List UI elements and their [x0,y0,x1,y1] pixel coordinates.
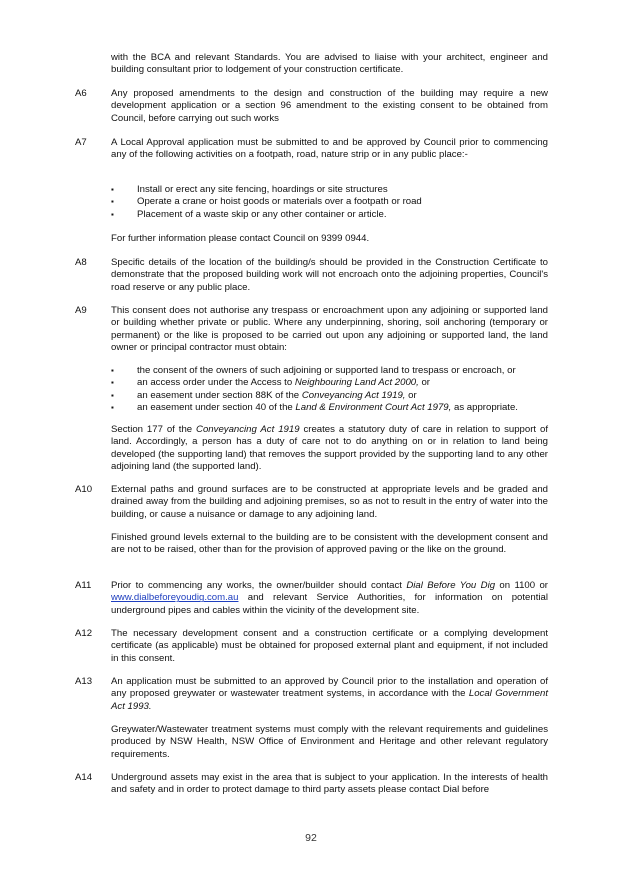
condition-a13-text: An application must be submitted to an approved by Council prior to the installation and operation of any proposed greywater or wastewater treatment systems, in accordance with the Local Government Act 1993. [111,676,548,712]
list-item: ▪ Install or erect any site fencing, hoardings or site structures [111,184,548,196]
list-item: ▪ Placement of a waste skip or any other container or article. [111,209,548,221]
list-item: ▪ an easement under section 40 of the Land & Environment Court Act 1979, as appropriate. [111,402,548,414]
condition-a7-text: A Local Approval application must be submitted to and be approved by Council prior to commencing any of the following activities on a footpath, road, nature strip or in any public place:- [111,137,548,161]
condition-a7-bullet-list [111,184,548,221]
condition-number-a14: A14 [75,772,93,783]
page-number: 92 [305,832,317,844]
intro-paragraph: with the BCA and relevant Standards. You are advised to liaise with your architect, engineer and building consultant prior to lodgement of your construction certificate. [111,52,548,76]
condition-number-a9: A9 [75,305,87,316]
condition-a10-text: External paths and ground surfaces are to be constructed at appropriate levels and be graded and drained away from the building and adjoining premises, so as not to result in the entry of water into the building, or cause a nuisance or damage to any adjoining land. [111,484,548,520]
condition-a13-paragraph-2: Greywater/Wastewater treatment systems must comply with the relevant requirements and guidelines produced by NSW Health, NSW Office of Environment and Heritage and other relevant regulatory requirements. [111,724,548,760]
condition-a11-text: Prior to commencing any works, the owner/builder should contact Dial Before You Dig on 1100 or www.dialbeforeyoudig.com.au and relevant Service Authorities, for information on potential underground pipes and cables within the vicinity of the development site. [111,580,549,616]
list-item: ▪ Operate a crane or hoist goods or materials over a footpath or road [111,196,548,208]
condition-number-a12: A12 [75,628,93,639]
condition-a9-bullet-list [111,365,548,415]
list-item: ▪ the consent of the owners of such adjoining or supported land to trespass or encroach, or [111,365,548,377]
condition-a10-paragraph-2: Finished ground levels external to the building are to be consistent with the development consent and are not to be raised, other than for the provision of approved paving or the like on the ground. [111,532,548,556]
condition-number-a6: A6 [75,88,87,99]
condition-a9-text: This consent does not authorise any trespass or encroachment upon any adjoining or supported land or building whether private or public. Where any underpinning, shoring, soil anchoring (temporary or permanent) or the like is proposed to be carried out upon any adjoining or supported land, the land owner or principal contractor must obtain: [111,305,548,354]
condition-a12-text: The necessary development consent and a construction certificate or a complying development certificate (as applicable) must be obtained for proposed external plant and equipment, if not included in this consent. [111,628,548,664]
condition-number-a7: A7 [75,137,87,148]
condition-number-a11: A11 [75,580,92,591]
condition-a9-paragraph-2: Section 177 of the Conveyancing Act 1919 creates a statutory duty of care in relation to support of land. Accordingly, a person has a duty of care not to do anything on or in relation to land being developed (the supporting land) that removes the support provided by the supporting land to any other adjoining land (the supported land). [111,424,549,473]
condition-number-a13: A13 [75,676,93,687]
dial-before-you-dig-link[interactable]: www.dialbeforeyoudig.com.au [111,592,239,604]
condition-a14-text: Underground assets may exist in the area that is subject to your application. In the interests of health and safety and in order to protect damage to third party assets please contact Dial before [111,772,548,796]
list-item: ▪ an access order under the Access to Neighbouring Land Act 2000, or [111,377,548,389]
list-item: ▪ an easement under section 88K of the Conveyancing Act 1919, or [111,390,548,402]
condition-number-a8: A8 [75,257,87,268]
condition-number-a10: A10 [75,484,93,495]
condition-a7-note: For further information please contact Council on 9399 0944. [111,233,370,244]
condition-a8-text: Specific details of the location of the building/s should be provided in the Construction Certificate to demonstrate that the proposed building work will not encroach onto the adjoining properties, Council's road reserve or any public place. [111,257,548,293]
condition-a6-text: Any proposed amendments to the design and construction of the building may require a new development application or a section 96 amendment to the existing consent to be obtained from Council, before carrying out such works [111,88,548,124]
